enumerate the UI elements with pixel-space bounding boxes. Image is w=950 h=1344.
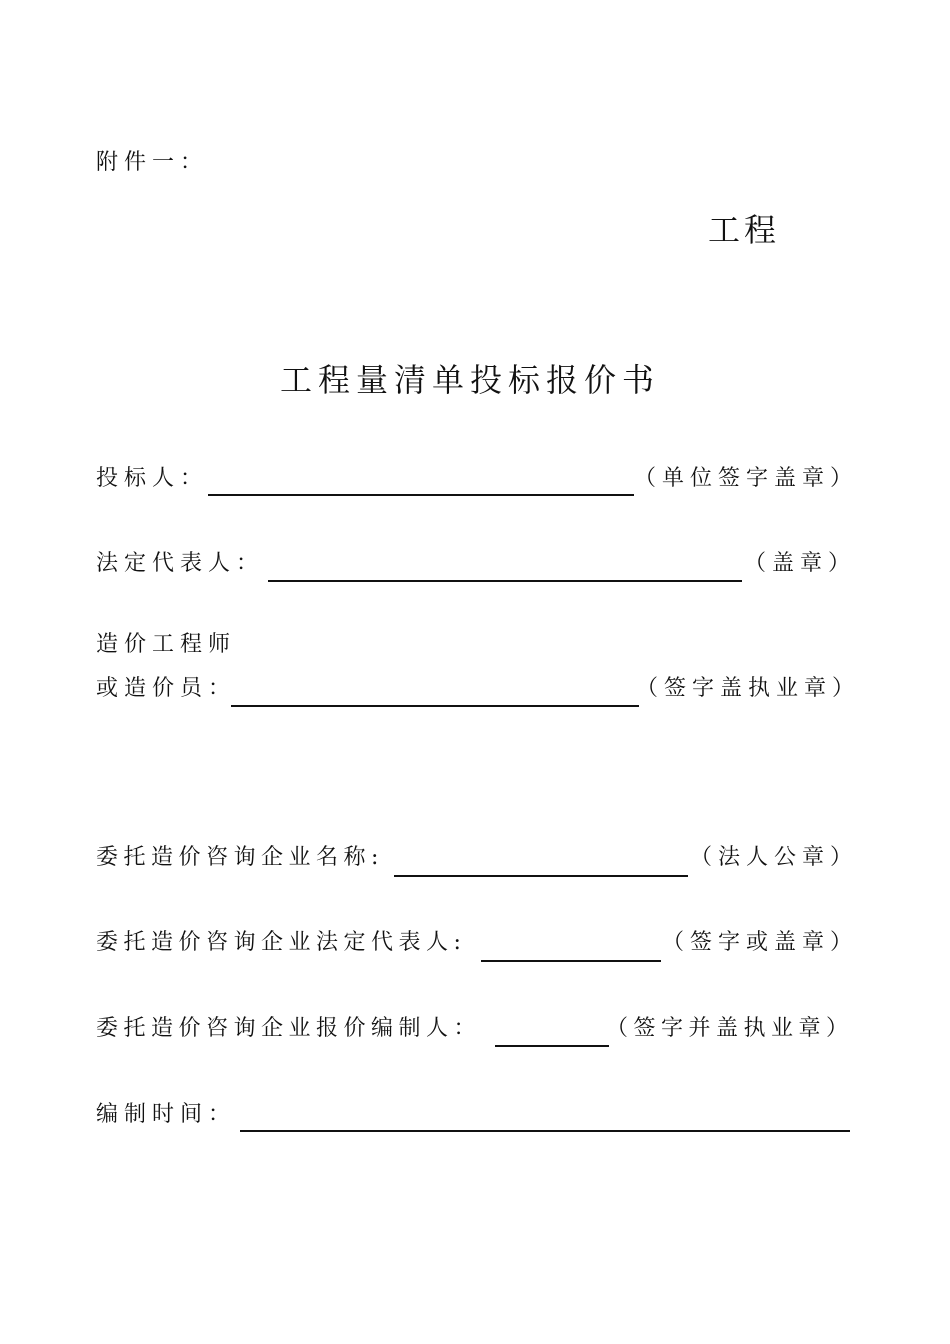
cost-engineer-label-line1: 造价工程师 <box>96 632 237 657</box>
consult-preparer-note: （签字并盖执业章） <box>606 1016 854 1041</box>
consult-firm-signature-line[interactable] <box>394 875 688 877</box>
consult-firm-label: 委托造价咨询企业名称: <box>96 845 384 870</box>
consult-preparer-signature-line[interactable] <box>495 1045 609 1047</box>
project-suffix: 工程 <box>708 211 781 249</box>
consult-legal-rep-label: 委托造价咨询企业法定代表人: <box>96 930 467 955</box>
legal-rep-signature-line[interactable] <box>268 580 742 582</box>
consult-legal-rep-note: （签字或盖章） <box>662 930 859 955</box>
prepared-date-line[interactable] <box>240 1130 850 1132</box>
bidder-note: （单位签字盖章） <box>634 466 859 491</box>
bidder-signature-line[interactable] <box>208 494 634 496</box>
document-title: 工程量清单投标报价书 <box>280 361 661 399</box>
bidder-label: 投标人： <box>96 466 209 491</box>
prepared-date-label: 编制时间： <box>96 1102 237 1127</box>
legal-rep-label: 法定代表人： <box>96 551 265 576</box>
consult-legal-rep-signature-line[interactable] <box>481 960 661 962</box>
attachment-label: 附件一： <box>96 150 209 175</box>
cost-engineer-note: （签字盖执业章） <box>636 676 861 701</box>
consult-firm-note: （法人公章） <box>690 845 859 870</box>
cost-engineer-signature-line[interactable] <box>231 705 639 707</box>
consult-preparer-label: 委托造价咨询企业报价编制人： <box>96 1016 482 1041</box>
legal-rep-note: （盖章） <box>744 551 857 576</box>
cost-engineer-label-line2: 或造价员： <box>96 676 237 701</box>
